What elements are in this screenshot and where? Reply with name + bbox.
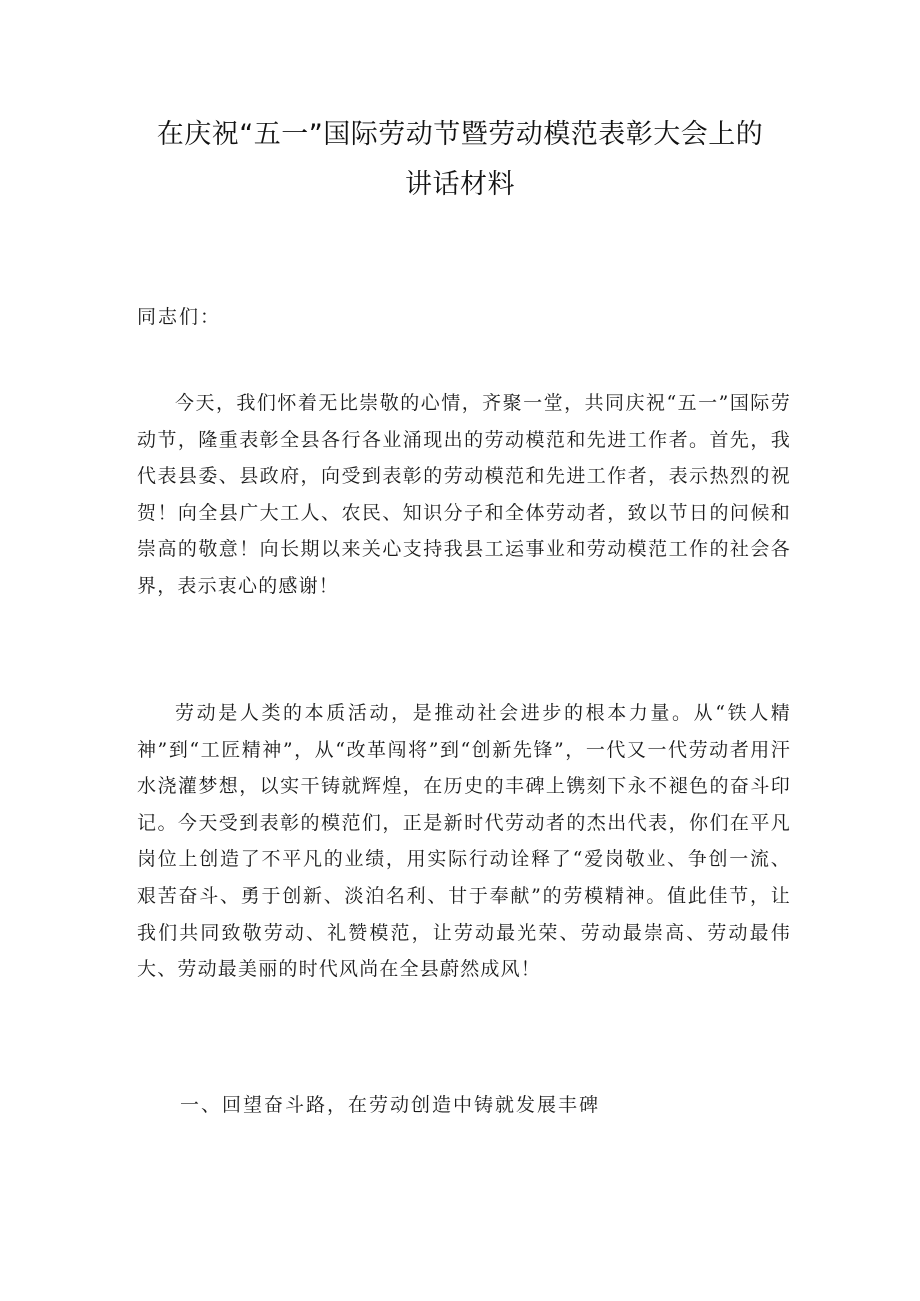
paragraph-opening: 今天，我们怀着无比崇敬的心情，齐聚一堂，共同庆祝“五一”国际劳动节，隆重表彰全县各行各业涌现出的劳动模范和先进工作者。首先，我代表县委、县政府，向受到表彰的劳动模范和先进工作者，表示热烈的祝贺！向全县广大工人、农民、知识分子和全体劳动者，致以节日的问候和崇高的敬意！向长期以来关心支持我县工运事业和劳动模范工作的社会各界，表示衷心的感谢！ — [137, 392, 791, 597]
document-title-line-2: 讲话材料 — [405, 169, 515, 200]
document-title-line-1: 在庆祝“五一”国际劳动节暨劳动模范表彰大会上的 — [156, 119, 764, 150]
section-heading: 一、回望奋斗路，在劳动创造中铸就发展丰碑 — [180, 1094, 601, 1116]
salutation: 同志们： — [137, 306, 222, 328]
paragraph-labor: 劳动是人类的本质活动，是推动社会进步的根本力量。从“铁人精神”到“工匠精神”，从“改革闯将”到“创新先锋”，一代又一代劳动者用汗水浇灌梦想，以实干铸就辉煌，在历史的丰碑上镌刻下永不褪色的奋斗印记。今天受到表彰的模范们，正是新时代劳动者的杰出代表，你们在平凡岗位上创造了不平凡的业绩，用实际行动诠释了“爱岗敬业、争创一流、艰苦奋斗、勇于创新、淡泊名利、甘于奉献”的劳模精神。值此佳节，让我们共同致敬劳动、礼赞模范，让劳动最光荣、劳动最崇高、劳动最伟大、劳动最美丽的时代风尚在全县蔚然成风！ — [137, 702, 791, 981]
